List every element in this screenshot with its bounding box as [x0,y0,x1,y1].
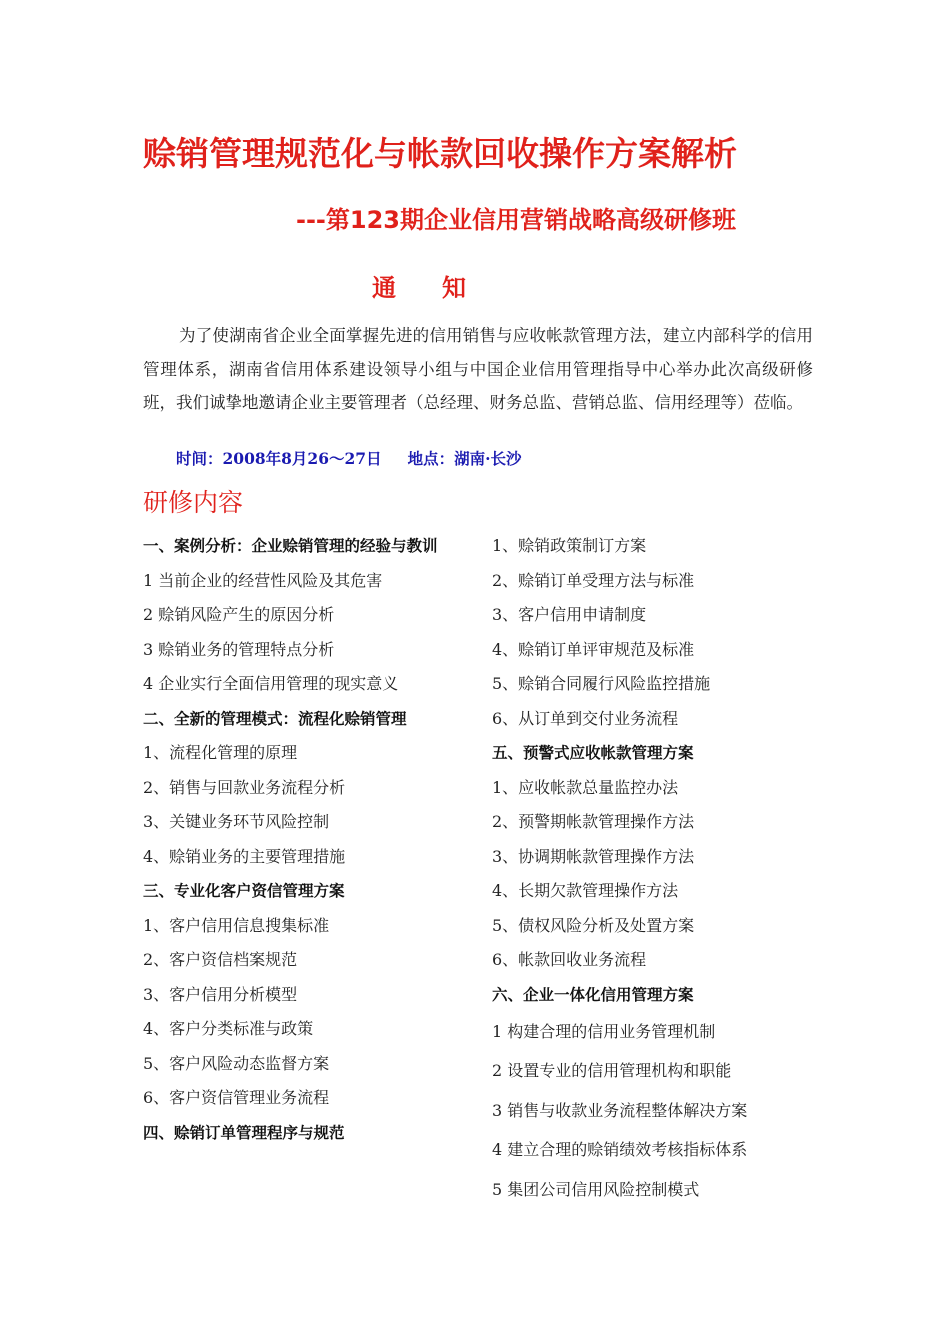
list-item: 4 建立合理的赊销绩效考核指标体系 [492,1140,748,1160]
section-heading: 一、案例分析：企业赊销管理的经验与教训 [143,537,438,555]
section-heading: 三、专业化客户资信管理方案 [143,882,345,900]
list-item: 5、赊销合同履行风险监控措施 [492,674,711,693]
list-item: 3、客户信用申请制度 [492,605,647,624]
event-location: 地点：湖南·长沙 [407,449,522,468]
list-item: 2 设置专业的信用管理机构和职能 [492,1061,732,1081]
right-column [492,529,822,1209]
list-item: 1、赊销政策制订方案 [492,536,647,555]
list-item: 4、赊销业务的主要管理措施 [143,846,346,866]
list-item: 3 销售与收款业务流程整体解决方案 [492,1100,748,1120]
list-item: 2、预警期帐款管理操作方法 [492,812,695,831]
document-subtitle: ---第123期企业信用营销战略高级研修班 [296,206,736,234]
left-column [143,529,473,1150]
list-item: 1 构建合理的信用业务管理机制 [492,1022,716,1041]
list-item: 6、帐款回收业务流程 [492,950,647,969]
event-time: 时间：2008年8月26～27日 [176,449,382,468]
list-item: 6、客户资信管理业务流程 [143,1088,330,1107]
list-item: 4、赊销订单评审规范及标准 [492,639,695,659]
list-item: 3 赊销业务的管理特点分析 [143,639,335,659]
list-item: 5 集团公司信用风险控制模式 [492,1179,700,1199]
event-meta [176,447,521,469]
section-heading: 四、赊销订单管理程序与规范 [143,1123,345,1142]
list-item: 3、客户信用分析模型 [143,984,298,1004]
notice-heading: 通知 [372,274,512,302]
list-item: 2 赊销风险产生的原因分析 [143,605,335,624]
list-item: 3、关键业务环节风险控制 [143,812,330,831]
list-item: 4、长期欠款管理操作方法 [492,881,679,900]
list-item: 1、流程化管理的原理 [143,743,298,762]
list-item: 5、客户风险动态监督方案 [143,1053,330,1073]
list-item: 2、客户资信档案规范 [143,950,298,969]
section-heading: 五、预警式应收帐款管理方案 [492,744,694,762]
list-item: 1、客户信用信息搜集标准 [143,915,330,935]
intro-paragraph: 为了使湖南省企业全面掌握先进的信用销售与应收帐款管理方法，建立内部科学的信用管理体系，湖南省信用体系建设领导小组与中国企业信用管理指导中心举办此次高级研修班，我们诚挚地邀请企业主要管理者（总经理、财务总监、营销总监、信用经理等）莅临。 [143,326,813,412]
document-title: 赊销管理规范化与帐款回收操作方案解析 [143,134,737,173]
list-item: 2、销售与回款业务流程分析 [143,777,346,797]
list-item: 4 企业实行全面信用管理的现实意义 [143,674,399,693]
list-item: 2、赊销订单受理方法与标准 [492,570,695,590]
list-item: 6、从订单到交付业务流程 [492,708,679,728]
list-item: 4、客户分类标准与政策 [143,1019,314,1038]
section-heading: 六、企业一体化信用管理方案 [492,985,694,1004]
section-title: 研修内容 [143,488,244,517]
list-item: 1 当前企业的经营性风险及其危害 [143,570,383,590]
list-item: 1、应收帐款总量监控办法 [492,777,679,797]
section-heading: 二、全新的管理模式：流程化赊销管理 [143,709,407,728]
list-item: 3、协调期帐款管理操作方法 [492,846,695,866]
list-item: 5、债权风险分析及处置方案 [492,915,695,935]
